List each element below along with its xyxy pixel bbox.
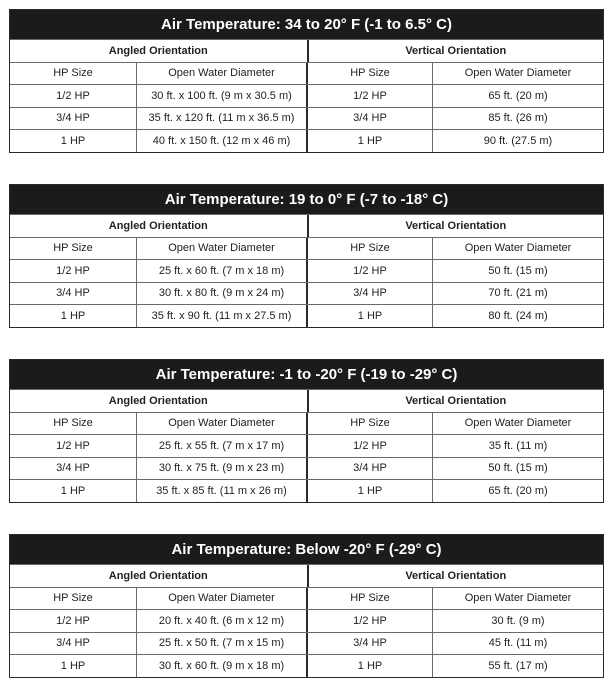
table-cell: 3/4 HP (56, 112, 90, 125)
column-header-row (10, 587, 603, 610)
temperature-table (9, 9, 604, 153)
table-row (10, 434, 603, 457)
table-row (10, 107, 603, 130)
table-cell: 30 ft. x 75 ft. (9 m x 23 m) (136, 458, 306, 480)
table-cell: 1 HP (60, 484, 86, 497)
table-cell: 1/2 HP (306, 85, 432, 107)
table-row (10, 609, 603, 632)
table-cell: 65 ft. (20 m) (432, 480, 603, 502)
table-cell: 1/2 HP (56, 264, 90, 277)
column-header: HP Size (53, 67, 93, 80)
column-header-row (10, 412, 603, 435)
table-cell: 35 ft. x 120 ft. (11 m x 36.5 m) (136, 108, 306, 130)
table-cell: 25 ft. x 60 ft. (7 m x 18 m) (136, 260, 306, 282)
column-header: Open Water Diameter (136, 588, 306, 610)
column-header: Open Water Diameter (136, 63, 306, 85)
orientation-header-row (10, 564, 603, 587)
table-cell: 1 HP (60, 659, 86, 672)
table-title: Air Temperature: -1 to -20° F (-19 to -29° C) (10, 360, 603, 389)
table-cell: 3/4 HP (306, 633, 432, 655)
angled-orientation-label: Angled Orientation (108, 569, 208, 582)
table-row (10, 259, 603, 282)
table-row (10, 304, 603, 327)
column-header: HP Size (53, 242, 93, 255)
table-cell: 20 ft. x 40 ft. (6 m x 12 m) (136, 610, 306, 632)
table-cell: 1 HP (306, 480, 432, 502)
column-header: HP Size (306, 63, 432, 85)
vertical-orientation-label: Vertical Orientation (307, 390, 604, 412)
vertical-orientation-label: Vertical Orientation (307, 40, 604, 62)
table-title: Air Temperature: 19 to 0° F (-7 to -18° C) (10, 185, 603, 214)
table-row (10, 654, 603, 677)
table-cell: 30 ft. x 100 ft. (9 m x 30.5 m) (136, 85, 306, 107)
table-cell: 1/2 HP (56, 89, 90, 102)
table-cell: 1/2 HP (306, 435, 432, 457)
table-row (10, 632, 603, 655)
table-row (10, 84, 603, 107)
table-cell: 25 ft. x 55 ft. (7 m x 17 m) (136, 435, 306, 457)
table-cell: 55 ft. (17 m) (432, 655, 603, 677)
table-cell: 1 HP (60, 309, 86, 322)
orientation-header-row (10, 214, 603, 237)
column-header: Open Water Diameter (136, 413, 306, 435)
table-cell: 3/4 HP (56, 287, 90, 300)
temperature-table (9, 184, 604, 328)
column-header: HP Size (53, 592, 93, 605)
table-cell: 85 ft. (26 m) (432, 108, 603, 130)
table-row (10, 282, 603, 305)
table-cell: 1/2 HP (56, 439, 90, 452)
column-header: HP Size (306, 413, 432, 435)
table-cell: 70 ft. (21 m) (432, 283, 603, 305)
column-header: Open Water Diameter (136, 238, 306, 260)
table-cell: 3/4 HP (306, 108, 432, 130)
column-header: HP Size (53, 417, 93, 430)
angled-orientation-label: Angled Orientation (108, 44, 208, 57)
table-cell: 90 ft. (27.5 m) (432, 130, 603, 152)
vertical-orientation-label: Vertical Orientation (307, 565, 604, 587)
table-cell: 50 ft. (15 m) (432, 260, 603, 282)
table-row (10, 479, 603, 502)
table-cell: 45 ft. (11 m) (432, 633, 603, 655)
angled-orientation-label: Angled Orientation (108, 394, 208, 407)
table-cell: 40 ft. x 150 ft. (12 m x 46 m) (136, 130, 306, 152)
table-cell: 1/2 HP (306, 260, 432, 282)
column-header: Open Water Diameter (432, 63, 603, 85)
table-cell: 30 ft. x 60 ft. (9 m x 18 m) (136, 655, 306, 677)
table-cell: 3/4 HP (306, 458, 432, 480)
table-cell: 35 ft. (11 m) (432, 435, 603, 457)
column-header: HP Size (306, 588, 432, 610)
table-title: Air Temperature: Below -20° F (-29° C) (10, 535, 603, 564)
table-cell: 1/2 HP (56, 614, 90, 627)
orientation-header-row (10, 39, 603, 62)
column-header: Open Water Diameter (432, 238, 603, 260)
table-cell: 3/4 HP (56, 462, 90, 475)
table-cell: 25 ft. x 50 ft. (7 m x 15 m) (136, 633, 306, 655)
table-cell: 1 HP (306, 130, 432, 152)
table-cell: 1 HP (306, 305, 432, 327)
table-cell: 1/2 HP (306, 610, 432, 632)
table-cell: 30 ft. x 80 ft. (9 m x 24 m) (136, 283, 306, 305)
column-header-row (10, 62, 603, 85)
orientation-header-row (10, 389, 603, 412)
temperature-table (9, 359, 604, 503)
table-cell: 50 ft. (15 m) (432, 458, 603, 480)
table-cell: 1 HP (60, 134, 86, 147)
table-title: Air Temperature: 34 to 20° F (-1 to 6.5° C) (10, 10, 603, 39)
temperature-table (9, 534, 604, 678)
vertical-orientation-label: Vertical Orientation (307, 215, 604, 237)
angled-orientation-label: Angled Orientation (108, 219, 208, 232)
column-header-row (10, 237, 603, 260)
table-cell: 1 HP (306, 655, 432, 677)
table-cell: 35 ft. x 90 ft. (11 m x 27.5 m) (136, 305, 306, 327)
table-cell: 65 ft. (20 m) (432, 85, 603, 107)
table-cell: 30 ft. (9 m) (432, 610, 603, 632)
table-cell: 35 ft. x 85 ft. (11 m x 26 m) (136, 480, 306, 502)
column-header: Open Water Diameter (432, 588, 603, 610)
table-row (10, 129, 603, 152)
table-row (10, 457, 603, 480)
table-cell: 3/4 HP (56, 637, 90, 650)
column-header: Open Water Diameter (432, 413, 603, 435)
column-header: HP Size (306, 238, 432, 260)
table-cell: 80 ft. (24 m) (432, 305, 603, 327)
table-cell: 3/4 HP (306, 283, 432, 305)
